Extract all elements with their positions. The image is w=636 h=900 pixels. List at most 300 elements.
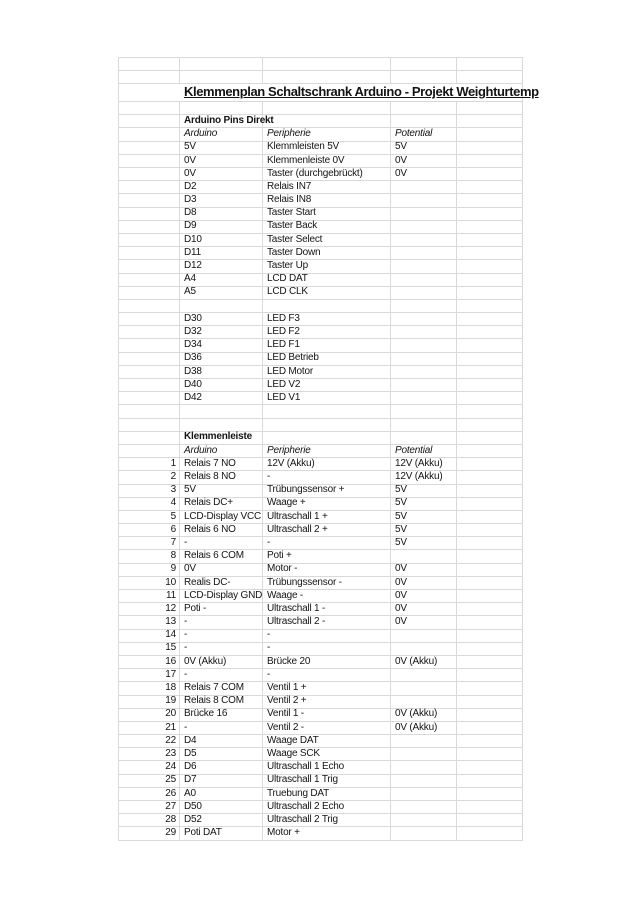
table-cell: [263, 300, 391, 312]
table-cell: [119, 208, 180, 220]
table-row: [119, 682, 523, 695]
table-cell: Taster (durchgebrückt): [263, 168, 391, 180]
table-cell: 23: [119, 748, 180, 760]
table-cell: [180, 419, 263, 431]
table-cell: -: [263, 669, 391, 681]
table-cell: D52: [180, 814, 263, 826]
table-cell: [263, 405, 391, 417]
table-row: [119, 339, 523, 352]
table-cell: Relais 6 COM: [180, 550, 263, 562]
table-cell: [391, 379, 457, 391]
table-cell: D10: [180, 234, 263, 246]
table-cell: [263, 432, 391, 444]
table-cell: [119, 247, 180, 259]
table-cell: D32: [180, 326, 263, 338]
table-cell: [391, 181, 457, 193]
table-cell: [457, 379, 523, 391]
table-cell: [457, 761, 523, 773]
table-cell: [457, 669, 523, 681]
table-cell: [391, 643, 457, 655]
table-cell: [119, 274, 180, 286]
table-cell: LED F3: [263, 313, 391, 325]
table-cell: A4: [180, 274, 263, 286]
table-cell: Ventil 1 +: [263, 682, 391, 694]
table-cell: Taster Start: [263, 208, 391, 220]
table-cell: [457, 616, 523, 628]
table-cell: [391, 761, 457, 773]
table-row: [119, 537, 523, 550]
table-cell: Potential: [391, 445, 457, 457]
table-cell: D50: [180, 801, 263, 813]
table-cell: [180, 102, 263, 114]
table-cell: Poti DAT: [180, 827, 263, 839]
table-row: [119, 524, 523, 537]
table-cell: [119, 155, 180, 167]
table-cell: -: [180, 643, 263, 655]
table-cell: Peripherie: [263, 445, 391, 457]
table-cell: LCD-Display VCC: [180, 511, 263, 523]
table-row: [119, 287, 523, 300]
table-cell: D7: [180, 775, 263, 787]
table-cell: [457, 155, 523, 167]
table-cell: 9: [119, 564, 180, 576]
table-row: [119, 827, 523, 840]
table-cell: [457, 511, 523, 523]
spreadsheet-grid: [118, 57, 539, 841]
table-cell: [457, 735, 523, 747]
table-cell: Poti -: [180, 603, 263, 615]
table-cell: [457, 643, 523, 655]
table-row: [119, 168, 523, 181]
table-cell: A5: [180, 287, 263, 299]
table-cell: [391, 234, 457, 246]
table-cell: Ultraschall 2 +: [263, 524, 391, 536]
table-cell: 5V: [391, 498, 457, 510]
table-cell: [119, 142, 180, 154]
table-cell: [457, 537, 523, 549]
table-row: [119, 775, 523, 788]
table-cell: 0V: [391, 564, 457, 576]
table-row: [119, 630, 523, 643]
table-cell: 25: [119, 775, 180, 787]
table-cell: 3: [119, 485, 180, 497]
table-cell: D36: [180, 353, 263, 365]
table-cell: [119, 58, 180, 70]
table-row: [119, 577, 523, 590]
table-cell: D38: [180, 366, 263, 378]
table-row: [119, 656, 523, 669]
table-cell: 7: [119, 537, 180, 549]
table-row: [119, 155, 523, 168]
table-row: [119, 748, 523, 761]
table-cell: [391, 630, 457, 642]
table-cell: 12: [119, 603, 180, 615]
table-cell: 5V: [391, 511, 457, 523]
table-row: [119, 801, 523, 814]
table-cell: [457, 445, 523, 457]
table-row: [119, 761, 523, 774]
table-cell: [391, 405, 457, 417]
table-cell: Klemmenleiste: [180, 432, 263, 444]
table-cell: [391, 274, 457, 286]
table-cell: [457, 630, 523, 642]
table-cell: 17: [119, 669, 180, 681]
table-row: [119, 142, 523, 155]
table-cell: [180, 405, 263, 417]
table-cell: [457, 801, 523, 813]
table-cell: 26: [119, 788, 180, 800]
table-cell: [457, 300, 523, 312]
table-cell: [180, 300, 263, 312]
table-row: [119, 498, 523, 511]
table-cell: [119, 115, 180, 127]
section-row: [119, 432, 523, 445]
table-cell: [457, 142, 523, 154]
table-cell: [457, 313, 523, 325]
table-row: [119, 208, 523, 221]
table-cell: Motor +: [263, 827, 391, 839]
table-cell: Arduino: [180, 128, 263, 140]
table-cell: 6: [119, 524, 180, 536]
table-cell: Waage SCK: [263, 748, 391, 760]
table-cell: [457, 696, 523, 708]
table-cell: 24: [119, 761, 180, 773]
blank-row: [119, 71, 523, 84]
table-cell: [119, 326, 180, 338]
table-cell: Poti +: [263, 550, 391, 562]
table-cell: [457, 550, 523, 562]
table-cell: [391, 287, 457, 299]
table-cell: [119, 234, 180, 246]
table-cell: [391, 432, 457, 444]
table-cell: Ultraschall 1 Echo: [263, 761, 391, 773]
table-cell: [391, 801, 457, 813]
table-row: [119, 722, 523, 735]
table-cell: 22: [119, 735, 180, 747]
table-cell: [391, 260, 457, 272]
table-row: [119, 353, 523, 366]
table-cell: [457, 524, 523, 536]
table-cell: [457, 326, 523, 338]
table-cell: [391, 300, 457, 312]
table-cell: Relais 6 NO: [180, 524, 263, 536]
table-cell: [457, 748, 523, 760]
table-cell: -: [180, 722, 263, 734]
table-cell: 0V (Akku): [180, 656, 263, 668]
table-cell: Taster Select: [263, 234, 391, 246]
table-cell: [457, 339, 523, 351]
table-cell: [391, 353, 457, 365]
table-row: [119, 274, 523, 287]
table-cell: 0V: [391, 590, 457, 602]
table-cell: [180, 58, 263, 70]
table-cell: [391, 696, 457, 708]
table-cell: LED F1: [263, 339, 391, 351]
table-row: [119, 590, 523, 603]
table-cell: 5V: [391, 524, 457, 536]
table-cell: Ventil 2 -: [263, 722, 391, 734]
table-cell: D40: [180, 379, 263, 391]
table-cell: [457, 788, 523, 800]
table-cell: [391, 827, 457, 839]
table-cell: [457, 71, 523, 83]
table-cell: 5V: [391, 485, 457, 497]
table-cell: Klemmleisten 5V: [263, 142, 391, 154]
table-cell: [457, 115, 523, 127]
table-row: [119, 313, 523, 326]
table-cell: [457, 194, 523, 206]
table-cell: [119, 353, 180, 365]
table-cell: Arduino: [180, 445, 263, 457]
table-cell: [457, 274, 523, 286]
table-row: [119, 392, 523, 405]
table-cell: 11: [119, 590, 180, 602]
table-cell: Waage -: [263, 590, 391, 602]
table-cell: [457, 827, 523, 839]
table-cell: Trübungssensor +: [263, 485, 391, 497]
table-cell: [391, 735, 457, 747]
table-cell: Waage DAT: [263, 735, 391, 747]
table-cell: LCD CLK: [263, 287, 391, 299]
table-row: [119, 550, 523, 563]
table-cell: [457, 432, 523, 444]
table-cell: [391, 208, 457, 220]
table-cell: Arduino Pins Direkt: [180, 115, 263, 127]
table-cell: Relais 8 COM: [180, 696, 263, 708]
table-cell: 8: [119, 550, 180, 562]
table-cell: [457, 603, 523, 615]
table-cell: [119, 102, 180, 114]
table-cell: [263, 102, 391, 114]
table-row: [119, 247, 523, 260]
table-row: [119, 709, 523, 722]
table-cell: 0V: [391, 168, 457, 180]
table-cell: [119, 445, 180, 457]
table-cell: Ultraschall 2 -: [263, 616, 391, 628]
table-cell: 20: [119, 709, 180, 721]
table-row: [119, 814, 523, 827]
table-cell: D9: [180, 221, 263, 233]
table-cell: Trübungssensor -: [263, 577, 391, 589]
table-cell: LED V1: [263, 392, 391, 404]
table-cell: Taster Back: [263, 221, 391, 233]
table-cell: -: [180, 630, 263, 642]
table-cell: [119, 194, 180, 206]
blank-row: [119, 58, 523, 71]
table-cell: 4: [119, 498, 180, 510]
table-cell: 12V (Akku): [263, 458, 391, 470]
table-cell: [457, 287, 523, 299]
table-cell: [457, 181, 523, 193]
table-cell: [457, 775, 523, 787]
table-cell: [457, 405, 523, 417]
table-cell: 0V (Akku): [391, 709, 457, 721]
table-cell: Ultraschall 2 Trig: [263, 814, 391, 826]
table-cell: [457, 458, 523, 470]
table-cell: 5V: [391, 142, 457, 154]
table-row: [119, 234, 523, 247]
table-row: [119, 735, 523, 748]
table-cell: D8: [180, 208, 263, 220]
table-cell: [457, 471, 523, 483]
table-cell: D5: [180, 748, 263, 760]
table-cell: Klemmenleiste 0V: [263, 155, 391, 167]
table-cell: [263, 58, 391, 70]
table-cell: D6: [180, 761, 263, 773]
section-row: [119, 115, 523, 128]
table-cell: [391, 313, 457, 325]
table-cell: [457, 208, 523, 220]
table-cell: 12V (Akku): [391, 458, 457, 470]
table-cell: [391, 682, 457, 694]
table-cell: [119, 405, 180, 417]
table-cell: 16: [119, 656, 180, 668]
table-row: [119, 458, 523, 471]
table-cell: D2: [180, 181, 263, 193]
table-row: [119, 181, 523, 194]
table-row: [119, 643, 523, 656]
table-cell: [457, 498, 523, 510]
table-cell: [457, 485, 523, 497]
table-cell: [457, 234, 523, 246]
header-row: [119, 445, 523, 458]
header-row: [119, 128, 523, 141]
table-cell: Relais 8 NO: [180, 471, 263, 483]
table-row: [119, 564, 523, 577]
table-cell: [391, 247, 457, 259]
table-cell: 10: [119, 577, 180, 589]
table-cell: Brücke 16: [180, 709, 263, 721]
table-cell: 5V: [180, 142, 263, 154]
table-cell: [457, 814, 523, 826]
table-cell: [457, 656, 523, 668]
blank-row: [119, 102, 523, 115]
table-cell: Motor -: [263, 564, 391, 576]
table-cell: 0V: [391, 155, 457, 167]
table-cell: D12: [180, 260, 263, 272]
table-cell: [119, 260, 180, 272]
table-cell: 0V (Akku): [391, 656, 457, 668]
table-cell: LED F2: [263, 326, 391, 338]
table-cell: 2: [119, 471, 180, 483]
table-row: [119, 366, 523, 379]
table-row: [119, 221, 523, 234]
table-cell: [391, 71, 457, 83]
table-cell: [119, 287, 180, 299]
table-cell: [391, 102, 457, 114]
table-cell: LCD-Display GND: [180, 590, 263, 602]
table-row: [119, 326, 523, 339]
table-cell: [457, 221, 523, 233]
table-cell: [457, 102, 523, 114]
table-cell: [457, 128, 523, 140]
table-cell: [457, 58, 523, 70]
table-cell: 0V: [180, 564, 263, 576]
table-cell: 5V: [180, 485, 263, 497]
table-cell: [263, 419, 391, 431]
table-cell: [119, 181, 180, 193]
table-cell: -: [180, 616, 263, 628]
table-cell: Taster Down: [263, 247, 391, 259]
table-cell: Relais 7 COM: [180, 682, 263, 694]
table-cell: [119, 432, 180, 444]
table-cell: [119, 221, 180, 233]
table-row: [119, 616, 523, 629]
table-cell: 13: [119, 616, 180, 628]
table-cell: D34: [180, 339, 263, 351]
table-cell: [119, 168, 180, 180]
table-cell: Relais DC+: [180, 498, 263, 510]
blank-row: [119, 300, 523, 313]
table-row: [119, 379, 523, 392]
table-cell: 15: [119, 643, 180, 655]
table-cell: [391, 366, 457, 378]
table-cell: Peripherie: [263, 128, 391, 140]
table-cell: 5: [119, 511, 180, 523]
table-cell: Ultraschall 1 +: [263, 511, 391, 523]
table-cell: [263, 71, 391, 83]
table-cell: A0: [180, 788, 263, 800]
table-cell: [180, 71, 263, 83]
table-cell: 27: [119, 801, 180, 813]
table-cell: [457, 392, 523, 404]
table-cell: 5V: [391, 537, 457, 549]
table-cell: [391, 419, 457, 431]
table-cell: [457, 564, 523, 576]
table-row: [119, 696, 523, 709]
table-cell: 19: [119, 696, 180, 708]
table-cell: Waage +: [263, 498, 391, 510]
table-cell: 21: [119, 722, 180, 734]
table-cell: -: [263, 630, 391, 642]
table-cell: Ultraschall 2 Echo: [263, 801, 391, 813]
table-cell: D3: [180, 194, 263, 206]
table-cell: 0V: [391, 577, 457, 589]
table-cell: -: [263, 537, 391, 549]
table-cell: -: [180, 537, 263, 549]
table-cell: [457, 577, 523, 589]
table-cell: 0V: [180, 168, 263, 180]
table-cell: 0V: [391, 603, 457, 615]
table-cell: [457, 722, 523, 734]
title-row: [119, 84, 539, 102]
table-cell: [119, 313, 180, 325]
table-cell: [119, 419, 180, 431]
table-cell: Relais IN8: [263, 194, 391, 206]
table-cell: Ventil 1 -: [263, 709, 391, 721]
table-cell: Potential: [391, 128, 457, 140]
table-cell: -: [180, 669, 263, 681]
table-cell: [119, 300, 180, 312]
table-cell: [391, 748, 457, 760]
table-cell: D11: [180, 247, 263, 259]
table-cell: [457, 590, 523, 602]
table-cell: LED V2: [263, 379, 391, 391]
table-cell: [391, 814, 457, 826]
table-cell: 14: [119, 630, 180, 642]
table-cell: Ultraschall 1 Trig: [263, 775, 391, 787]
table-cell: Relais IN7: [263, 181, 391, 193]
table-cell: [119, 379, 180, 391]
table-row: [119, 194, 523, 207]
table-cell: [391, 58, 457, 70]
table-cell: 29: [119, 827, 180, 839]
table-cell: LED Betrieb: [263, 353, 391, 365]
table-cell: D42: [180, 392, 263, 404]
table-cell: 12V (Akku): [391, 471, 457, 483]
table-row: [119, 669, 523, 682]
table-cell: [457, 168, 523, 180]
